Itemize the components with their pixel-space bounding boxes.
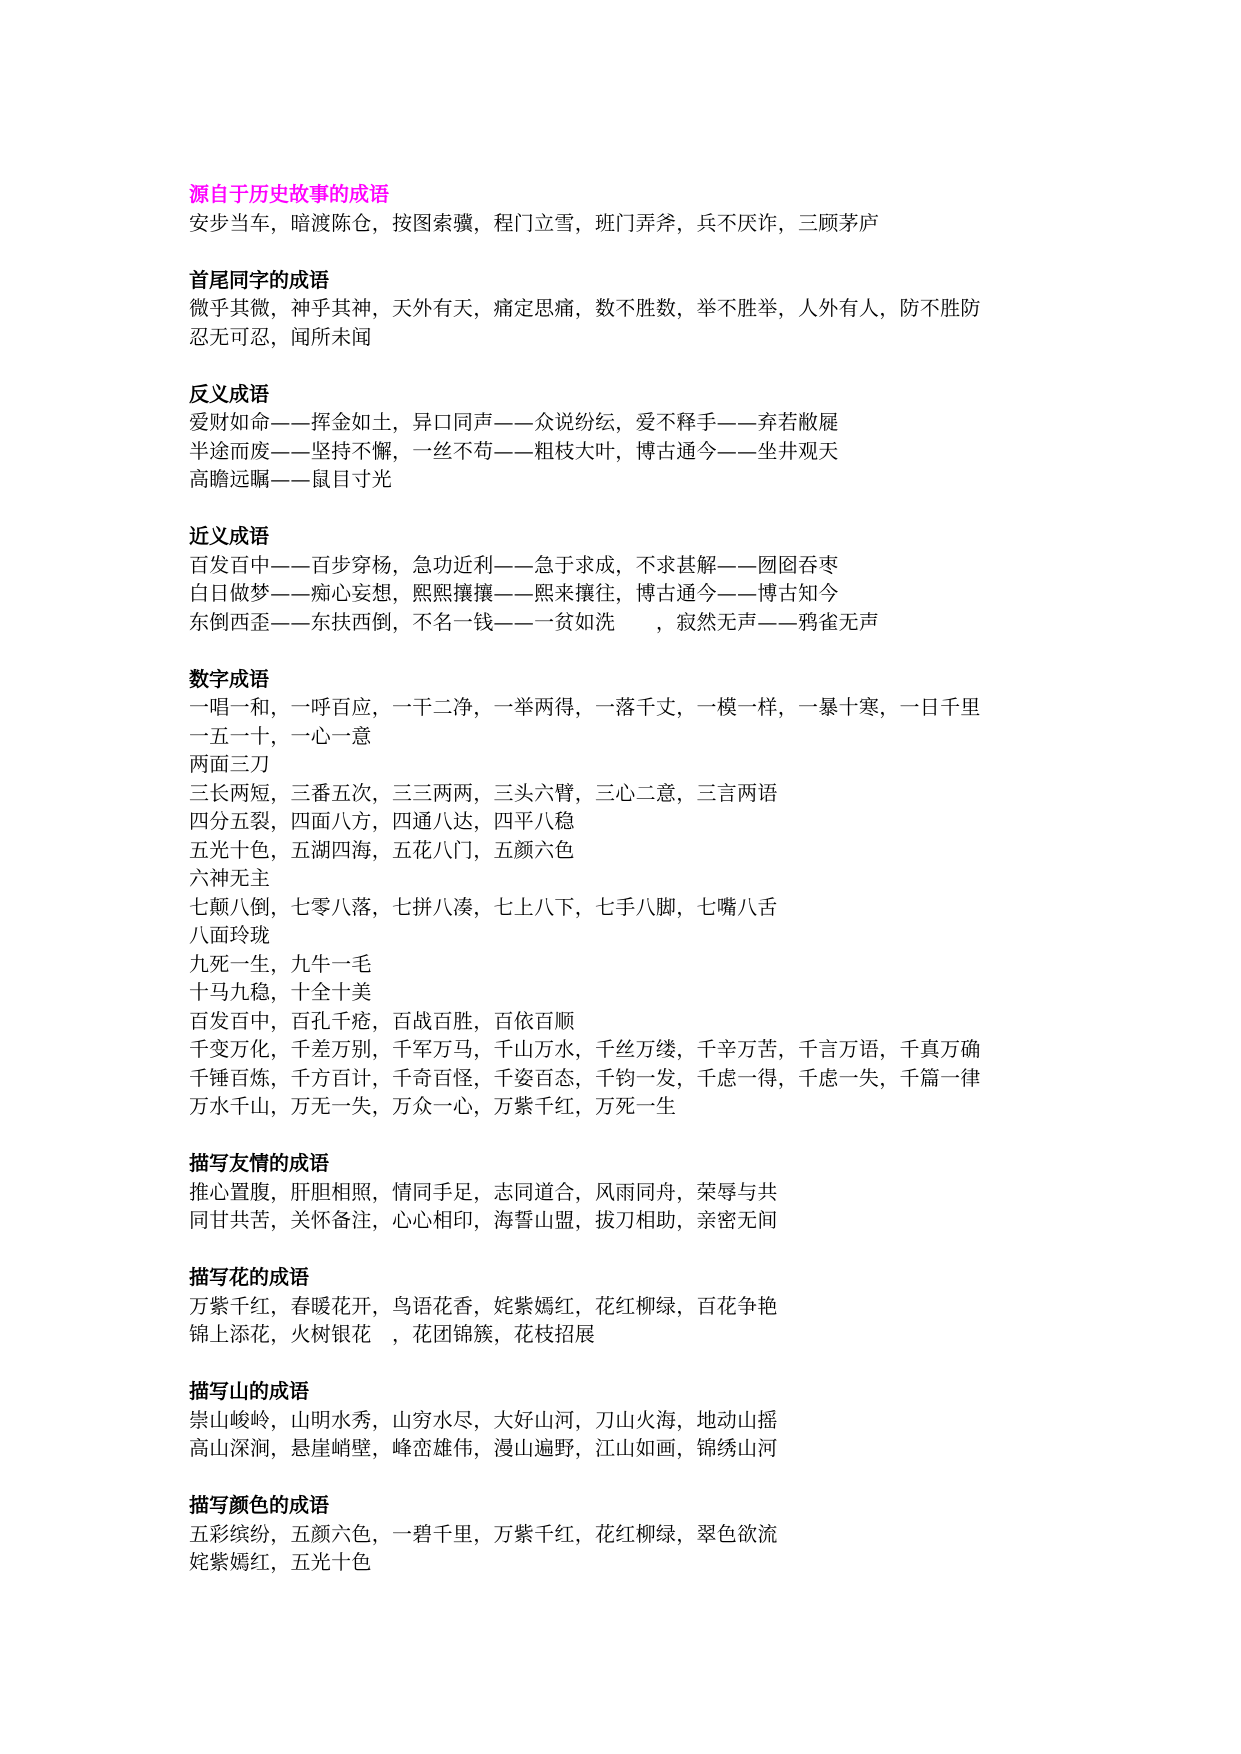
idiom-line: 微乎其微，神乎其神，天外有天，痛定思痛，数不胜数，举不胜举，人外有人，防不胜防 — [189, 296, 981, 320]
idiom-line: 白日做梦——痴心妄想，熙熙攘攘——熙来攘往，博古通今——博古知今 — [189, 581, 839, 605]
section-heading: 描写山的成语 — [189, 1379, 309, 1403]
idiom-line: 百发百中，百孔千疮，百战百胜，百依百顺 — [189, 1008, 575, 1033]
idiom-line: 三长两短，三番五次，三三两两，三头六臂，三心二意，三言两语 — [189, 780, 778, 805]
idiom-line: 一唱一和，一呼百应，一干二净，一举两得，一落千丈，一模一样，一暴十寒，一日千里 — [189, 695, 981, 719]
section-heading: 描写友情的成语 — [189, 1151, 329, 1175]
idiom-line: 万水千山，万无一失，万众一心，万紫千红，万死一生 — [189, 1094, 677, 1118]
idiom-line: 百发百中——百步穿杨，急功近利——急于求成，不求甚解——囫囵吞枣 — [189, 552, 839, 577]
idiom-line: 高山深涧，悬崖峭壁，峰峦雄伟，漫山遍野，江山如画，锦绣山河 — [189, 1436, 778, 1460]
section-same-char-start-end — [189, 266, 1089, 352]
idiom-line: 十马九稳，十全十美 — [189, 980, 372, 1004]
section-heading: 近义成语 — [189, 524, 269, 548]
section-historical-stories — [189, 180, 1089, 237]
idiom-line: 东倒西歪——东扶西倒，不名一钱——一贫如洗 ，寂然无声——鸦雀无声 — [189, 609, 880, 634]
idiom-line: 一五一十，一心一意 — [189, 723, 372, 748]
idiom-line: 安步当车，暗渡陈仓，按图索骥，程门立雪，班门弄斧，兵不厌诈，三顾茅庐 — [189, 210, 880, 235]
section-heading: 描写颜色的成语 — [189, 1493, 329, 1517]
section-heading: 源自于历史故事的成语 — [189, 182, 389, 206]
idiom-line: 姹紫嫣红，五光十色 — [189, 1550, 372, 1574]
idiom-line: 六神无主 — [189, 866, 271, 890]
section-antonyms — [189, 380, 1089, 494]
idiom-line: 万紫千红，春暖花开，鸟语花香，姹紫嫣红，花红柳绿，百花争艳 — [189, 1293, 778, 1318]
idiom-line: 锦上添花，火树银花 ，花团锦簇，花枝招展 — [189, 1322, 595, 1346]
idiom-line: 同甘共苦，关怀备注，心心相印，海誓山盟，拔刀相助，亲密无间 — [189, 1208, 778, 1232]
section-mountains — [189, 1377, 1089, 1463]
section-heading: 反义成语 — [189, 381, 269, 406]
document-page — [189, 180, 1089, 1605]
idiom-line: 五光十色，五湖四海，五花八门，五颜六色 — [189, 837, 575, 862]
section-heading: 描写花的成语 — [189, 1265, 309, 1289]
idiom-line: 推心置腹，肝胆相照，情同手足，志同道合，风雨同舟，荣辱与共 — [189, 1179, 778, 1204]
section-colors — [189, 1491, 1089, 1577]
idiom-line: 八面玲珑 — [189, 923, 271, 947]
idiom-line: 两面三刀 — [189, 752, 271, 776]
idiom-line: 九死一生，九牛一毛 — [189, 951, 372, 976]
section-synonyms — [189, 522, 1089, 636]
idiom-line: 七颠八倒，七零八落，七拼八凑，七上八下，七手八脚，七嘴八舌 — [189, 894, 778, 919]
idiom-line: 千变万化，千差万别，千军万马，千山万水，千丝万缕，千辛万苦，千言万语，千真万确 — [189, 1037, 981, 1061]
idiom-line: 爱财如命——挥金如土，异口同声——众说纷纭，爱不释手——弃若敝屣 — [189, 410, 839, 434]
idiom-line: 忍无可忍，闻所未闻 — [189, 324, 372, 349]
section-friendship — [189, 1149, 1089, 1235]
idiom-line: 四分五裂，四面八方，四通八达，四平八稳 — [189, 809, 575, 833]
idiom-line: 五彩缤纷，五颜六色，一碧千里，万紫千红，花红柳绿，翠色欲流 — [189, 1521, 778, 1546]
section-flowers — [189, 1263, 1089, 1349]
idiom-line: 崇山峻岭，山明水秀，山穷水尽，大好山河，刀山火海，地动山摇 — [189, 1407, 778, 1432]
idiom-line: 高瞻远瞩——鼠目寸光 — [189, 467, 392, 491]
section-heading: 数字成语 — [189, 666, 269, 691]
idiom-line: 半途而废——坚持不懈，一丝不苟——粗枝大叶，博古通今——坐井观天 — [189, 438, 839, 463]
section-number-idioms — [189, 665, 1089, 1121]
idiom-line: 千锤百炼，千方百计，千奇百怪，千姿百态，千钧一发，千虑一得，千虑一失，千篇一律 — [189, 1065, 981, 1090]
section-heading: 首尾同字的成语 — [189, 267, 329, 292]
